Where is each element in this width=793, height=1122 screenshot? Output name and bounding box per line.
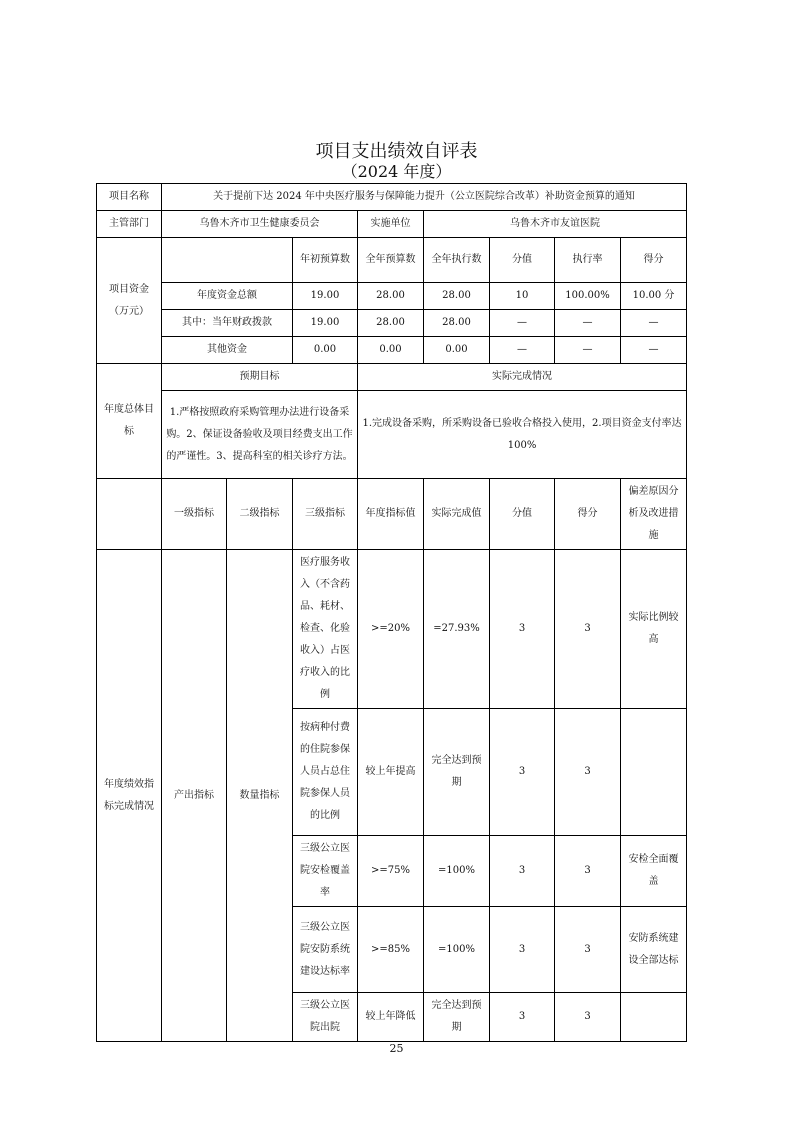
- funds-cell: 100.00%: [555, 283, 621, 310]
- indicator-actual: =27.93%: [424, 550, 490, 709]
- indicator-score: 3: [555, 550, 621, 709]
- impl-value: 乌鲁木齐市友谊医院: [424, 211, 687, 238]
- indicator-level1: 产出指标: [162, 550, 227, 1042]
- indicator-score: 3: [555, 993, 621, 1042]
- funds-header: 全年执行数: [424, 238, 490, 283]
- impl-label: 实施单位: [358, 211, 424, 238]
- funds-header: 得分: [621, 238, 687, 283]
- indicator-header: 一级指标: [162, 479, 227, 550]
- funds-cell: 0.00: [424, 337, 490, 364]
- funds-header-row: [97, 238, 687, 283]
- project-name-value: 关于提前下达 2024 年中央医疗服务与保障能力提升（公立医院综合改革）补助资金预算的通知: [162, 184, 687, 211]
- funds-header-blank: [162, 238, 293, 283]
- indicator-header: 年度指标值: [358, 479, 424, 550]
- indicator-name: 三级公立医院安检覆盖率: [293, 836, 358, 907]
- indicator-name: 按病种付费的住院参保人员占总住院参保人员的比例: [293, 709, 358, 836]
- funds-cell: 19.00: [293, 283, 358, 310]
- goals-label: 年度总体目标: [97, 364, 162, 479]
- indicator-header: 实际完成值: [424, 479, 490, 550]
- goals-content-row: [97, 391, 687, 479]
- page-subtitle: （2024 年度）: [341, 162, 452, 181]
- indicator-note: 安检全面覆盖: [621, 836, 687, 907]
- dept-value: 乌鲁木齐市卫生健康委员会: [162, 211, 358, 238]
- funds-label: 项目资金（万元）: [97, 238, 162, 364]
- indicator-name: 医疗服务收入（不含药品、耗材、检查、化验收入）占医疗收入的比例: [293, 550, 358, 709]
- funds-header: 年初预算数: [293, 238, 358, 283]
- indicator-name: 三级公立医院出院: [293, 993, 358, 1042]
- funds-cell: —: [621, 310, 687, 337]
- indicator-actual: =100%: [424, 907, 490, 993]
- indicator-header-row: [97, 479, 687, 550]
- dept-label: 主管部门: [97, 211, 162, 238]
- indicator-header: 二级指标: [227, 479, 293, 550]
- funds-header: 全年预算数: [358, 238, 424, 283]
- funds-row: [97, 283, 687, 310]
- funds-cell: —: [555, 337, 621, 364]
- funds-cell: 28.00: [424, 310, 490, 337]
- project-name-label: 项目名称: [97, 184, 162, 211]
- funds-cell: —: [490, 337, 555, 364]
- funds-cell: 28.00: [358, 310, 424, 337]
- indicator-score-value: 3: [490, 993, 555, 1042]
- indicator-score: 3: [555, 836, 621, 907]
- indicator-note: [621, 993, 687, 1042]
- funds-cell: 10.00 分: [621, 283, 687, 310]
- indicator-note: 安防系统建设全部达标: [621, 907, 687, 993]
- goals-actual-label: 实际完成情况: [358, 364, 687, 391]
- indicator-header: 分值: [490, 479, 555, 550]
- goals-header-row: [97, 364, 687, 391]
- performance-table: [96, 183, 687, 1042]
- page-title: 项目支出绩效自评表: [315, 141, 478, 162]
- funds-cell: —: [490, 310, 555, 337]
- indicator-row: [97, 550, 687, 709]
- funds-row-name: 其中：当年财政拨款: [162, 310, 293, 337]
- funds-row: [97, 310, 687, 337]
- indicator-note: [621, 709, 687, 836]
- goals-expected-label: 预期目标: [162, 364, 358, 391]
- funds-cell: 28.00: [358, 283, 424, 310]
- indicator-score-value: 3: [490, 836, 555, 907]
- indicator-score: 3: [555, 709, 621, 836]
- indicator-header-blank: [97, 479, 162, 550]
- indicator-target: 较上年提高: [358, 709, 424, 836]
- funds-row: [97, 337, 687, 364]
- funds-header: 执行率: [555, 238, 621, 283]
- page-number: 25: [389, 1042, 404, 1055]
- indicator-target: >=20%: [358, 550, 424, 709]
- funds-cell: 19.00: [293, 310, 358, 337]
- goals-expected-text: 1.严格按照政府采购管理办法进行设备采购。2、保证设备验收及项目经费支出工作的严谨性。3、提高科室的相关诊疗方法。: [162, 391, 358, 479]
- funds-cell: —: [621, 337, 687, 364]
- funds-header: 分值: [490, 238, 555, 283]
- funds-cell: 10: [490, 283, 555, 310]
- indicator-name: 三级公立医院安防系统建设达标率: [293, 907, 358, 993]
- indicator-score-value: 3: [490, 550, 555, 709]
- goals-actual-text: 1.完成设备采购，所采购设备已验收合格投入使用，2.项目资金支付率达 100%: [358, 391, 687, 479]
- project-name-row: [97, 184, 687, 211]
- dept-row: [97, 211, 687, 238]
- funds-cell: 0.00: [293, 337, 358, 364]
- indicator-actual: 完全达到预期: [424, 709, 490, 836]
- funds-cell: 28.00: [424, 283, 490, 310]
- indicator-header: 偏差原因分析及改进措施: [621, 479, 687, 550]
- indicator-level2: 数量指标: [227, 550, 293, 1042]
- funds-cell: —: [555, 310, 621, 337]
- funds-cell: 0.00: [358, 337, 424, 364]
- indicator-score-value: 3: [490, 709, 555, 836]
- indicator-note: 实际比例较高: [621, 550, 687, 709]
- indicator-header: 得分: [555, 479, 621, 550]
- indicator-section-label: 年度绩效指标完成情况: [97, 550, 162, 1042]
- indicator-target: >=75%: [358, 836, 424, 907]
- indicator-target: >=85%: [358, 907, 424, 993]
- indicator-score: 3: [555, 907, 621, 993]
- funds-row-name: 其他资金: [162, 337, 293, 364]
- funds-row-name: 年度资金总额: [162, 283, 293, 310]
- indicator-target: 较上年降低: [358, 993, 424, 1042]
- indicator-header: 三级指标: [293, 479, 358, 550]
- indicator-actual: 完全达到预期: [424, 993, 490, 1042]
- indicator-actual: =100%: [424, 836, 490, 907]
- indicator-score-value: 3: [490, 907, 555, 993]
